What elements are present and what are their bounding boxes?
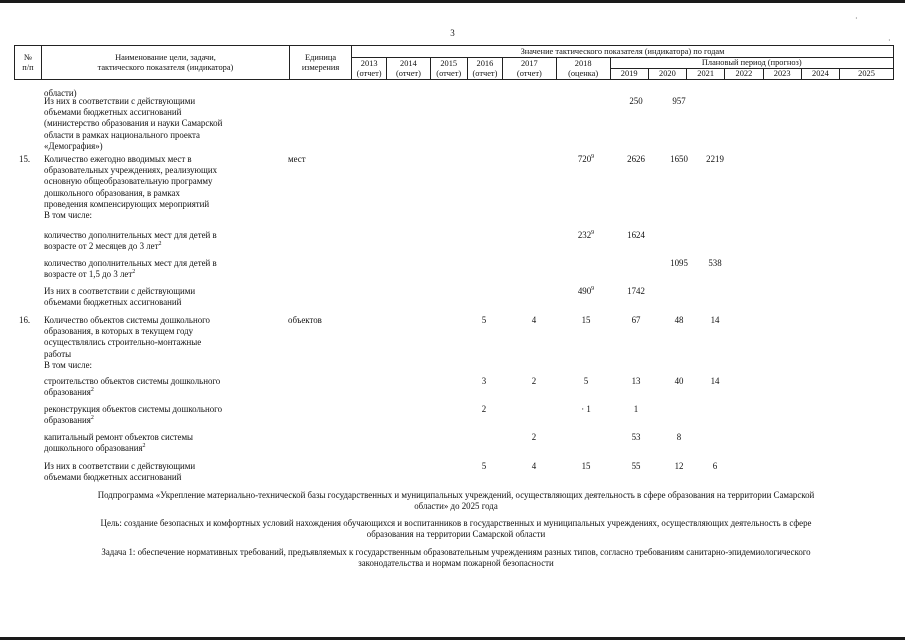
value-text: · 1 xyxy=(581,404,591,414)
indicator-name-line xyxy=(44,241,274,252)
value-text: 5 xyxy=(481,315,487,325)
value-2018 xyxy=(570,230,602,241)
indicator-name-text: образования xyxy=(44,415,91,426)
indicator-name-line xyxy=(44,337,274,348)
header-unit-cell xyxy=(290,46,352,80)
indicator-name xyxy=(44,432,274,454)
indicator-name-text: образования, в которых в текущем году xyxy=(44,326,194,337)
value-text: 14 xyxy=(710,315,720,325)
value-text: 67 xyxy=(631,315,641,325)
indicator-name-text: образовательных учреждениях, реализующих xyxy=(44,165,218,176)
year-2021: 2021 xyxy=(687,69,725,80)
value-2016 xyxy=(468,461,500,472)
value-2019 xyxy=(620,315,652,326)
indicator-name-line xyxy=(44,432,274,443)
value-2019 xyxy=(620,376,652,387)
value-text: 14 xyxy=(710,376,720,386)
indicator-name-text: «Демография») xyxy=(44,140,103,151)
scan-speck: · xyxy=(855,14,858,23)
indicator-name-text: Из них в соответствии с действующими xyxy=(44,286,196,296)
value-2018 xyxy=(570,404,602,415)
indicator-name-text: количество дополнительных мест для детей в xyxy=(44,258,217,268)
indicator-name-line xyxy=(44,443,274,454)
header-planned-title: Плановый период (прогноз) xyxy=(610,58,893,69)
indicator-table-header xyxy=(14,45,894,80)
value-text: 2 xyxy=(531,376,537,386)
value-2020 xyxy=(663,96,695,107)
value-2021 xyxy=(699,461,731,472)
indicator-name-text: осуществлялись строительно-монтажные xyxy=(44,337,202,348)
value-text: 12 xyxy=(674,461,684,471)
indicator-name-line xyxy=(44,258,274,269)
indicator-name-line xyxy=(44,154,274,165)
year-note: (отчет) xyxy=(436,68,462,78)
row-number: 15. xyxy=(19,154,31,164)
value-text: 48 xyxy=(674,315,684,325)
year-2013 xyxy=(352,58,387,80)
year-note: (отчет) xyxy=(395,68,421,78)
indicator-name-text: В том числе: xyxy=(44,359,92,370)
value-2016 xyxy=(468,376,500,387)
value-text: 1624 xyxy=(627,230,645,240)
indicator-name xyxy=(44,154,274,221)
unit-of-measure: мест xyxy=(288,154,306,164)
value-2021 xyxy=(699,376,731,387)
indicator-name-line xyxy=(44,199,274,210)
value-2021 xyxy=(699,315,731,326)
header-number-cell xyxy=(15,46,42,80)
indicator-name-line xyxy=(44,360,274,371)
value-text: 55 xyxy=(631,461,641,471)
value-text: 3 xyxy=(481,376,487,386)
year-2018 xyxy=(556,58,610,80)
value-text: 2 xyxy=(481,404,487,414)
indicator-name-text: строительство объектов системы дошкольного xyxy=(44,376,221,386)
value-2021 xyxy=(699,258,731,269)
task-line2: законодательства и нормам пожарной безопасности xyxy=(358,558,554,569)
indicator-name-text: работы xyxy=(44,348,72,359)
indicator-name-text: возрасте от 1,5 до 3 лет xyxy=(44,269,133,280)
indicator-name-text: реконструкция объектов системы дошкольного xyxy=(44,404,223,414)
indicator-name-line xyxy=(44,404,274,415)
year-label: 2015 xyxy=(440,58,458,68)
indicator-name-line xyxy=(44,269,274,280)
year-note: (отчет) xyxy=(472,68,498,78)
header-name-line2: тактического показателя (индикатора) xyxy=(97,62,234,72)
page-number: 3 xyxy=(450,28,455,38)
header-name-cell xyxy=(41,46,289,80)
value-text: 4 xyxy=(531,315,537,325)
header-number-sub: п/п xyxy=(22,62,34,72)
unit-of-measure: объектов xyxy=(288,315,322,325)
footnote-mark: 2 xyxy=(90,387,94,394)
indicator-name-line xyxy=(44,130,274,141)
row-number: 16. xyxy=(19,315,31,325)
indicator-name-line xyxy=(44,286,274,297)
value-text: 957 xyxy=(672,96,686,106)
year-2022: 2022 xyxy=(725,69,763,80)
value-text: 6 xyxy=(712,461,718,471)
value-2017 xyxy=(518,432,550,443)
header-number-label: № xyxy=(23,52,32,62)
year-2025: 2025 xyxy=(840,69,894,80)
value-text: 15 xyxy=(581,461,591,471)
indicator-name-text: дошкольного образования, в рамках xyxy=(44,187,180,198)
value-2019 xyxy=(620,230,652,241)
year-label: 2018 xyxy=(574,58,592,68)
indicator-name xyxy=(44,461,274,483)
value-2020 xyxy=(663,258,695,269)
value-text: 5 xyxy=(481,461,487,471)
indicator-name-text: Количество ежегодно вводимых мест в xyxy=(44,154,192,164)
value-text: 250 xyxy=(629,96,643,106)
indicator-name-text: Количество объектов системы дошкольного xyxy=(44,315,210,325)
year-2014 xyxy=(387,58,430,80)
year-note: (отчет) xyxy=(516,68,542,78)
year-2019: 2019 xyxy=(610,69,648,80)
year-label: 2013 xyxy=(360,58,378,68)
value-text: 2 xyxy=(531,432,537,442)
value-2020 xyxy=(663,315,695,326)
year-2015 xyxy=(430,58,467,80)
value-text: 490 xyxy=(577,286,592,296)
value-2019 xyxy=(620,96,652,107)
indicator-name-line xyxy=(44,230,274,241)
value-2019 xyxy=(620,461,652,472)
indicator-name-text: объемами бюджетных ассигнований xyxy=(44,472,182,483)
indicator-name-text: количество дополнительных мест для детей в xyxy=(44,230,217,240)
indicator-name-text: образования xyxy=(44,387,91,398)
indicator-name-line xyxy=(44,297,274,308)
value-text: 2626 xyxy=(627,154,645,164)
indicator-name xyxy=(44,404,274,426)
scan-top-edge xyxy=(0,0,905,3)
value-text: 15 xyxy=(581,315,591,325)
value-2019 xyxy=(620,286,652,297)
year-2016 xyxy=(467,58,502,80)
indicator-name-line xyxy=(44,107,274,118)
indicator-name-text: В том числе: xyxy=(44,210,92,221)
indicator-name-text: области в рамках национального проекта xyxy=(44,129,200,140)
indicator-name-line xyxy=(44,315,274,326)
year-2020: 2020 xyxy=(648,69,686,80)
header-unit-line2: измерения xyxy=(301,62,340,72)
value-text: 1650 xyxy=(670,154,688,164)
value-2018 xyxy=(570,154,602,165)
indicator-name-text: возрасте от 2 месяцев до 3 лет xyxy=(44,241,159,252)
subprogram-line1: Подпрограмма «Укрепление материально-технической базы государственных и муниципальных учреждений, осуществляющих деятельность в сфере образования на территории Самарской xyxy=(97,490,815,500)
indicator-name xyxy=(44,286,274,308)
value-2016 xyxy=(468,404,500,415)
task-text xyxy=(18,547,894,569)
year-note: (отчет) xyxy=(356,68,382,78)
value-text: 2219 xyxy=(706,154,724,164)
goal-line1: Цель: создание безопасных и комфортных условий нахождения обучающихся и воспитанников в государственных и муниципальных учреждениях, осуществляющих деятельность в сфере xyxy=(100,518,812,528)
value-text: 232 xyxy=(577,230,592,240)
indicator-name-line xyxy=(44,188,274,199)
indicator-name xyxy=(44,315,274,371)
value-2018 xyxy=(570,376,602,387)
header-values-title: Значение тактического показателя (индикатора) по годам xyxy=(352,46,894,58)
footnote-mark: 2 xyxy=(142,443,146,450)
value-2017 xyxy=(518,461,550,472)
indicator-name xyxy=(44,376,274,398)
indicator-name-text: основную общеобразовательную программу xyxy=(44,176,213,187)
footnote-mark: 2 xyxy=(132,269,136,276)
indicator-name-text: (министерство образования и науки Самарской xyxy=(44,118,223,129)
year-2023: 2023 xyxy=(763,69,801,80)
value-text: 1742 xyxy=(627,286,645,296)
year-label: 2016 xyxy=(476,58,494,68)
indicator-name-text: дошкольного образования xyxy=(44,443,143,454)
value-2016 xyxy=(468,315,500,326)
footnote-mark: 2 xyxy=(90,415,94,422)
value-text: 538 xyxy=(708,258,722,268)
indicator-name-text: проведения компенсирующих мероприятий xyxy=(44,198,210,209)
subprogram-title xyxy=(18,490,894,512)
goal-line2: образования на территории Самарской области xyxy=(366,529,546,540)
task-line1: Задача 1: обеспечение нормативных требований, предъявляемых к государственным образовательным учреждениям разных типов, согласно требованиям санитарно-эпидемиологического xyxy=(101,547,811,557)
value-text: 13 xyxy=(631,376,641,386)
value-2020 xyxy=(663,432,695,443)
indicator-name-line xyxy=(44,349,274,360)
value-2017 xyxy=(518,376,550,387)
year-2017 xyxy=(502,58,556,80)
indicator-name-text: капитальный ремонт объектов системы xyxy=(44,432,194,442)
indicator-name xyxy=(44,230,274,252)
value-2021 xyxy=(699,154,731,165)
indicator-name-line xyxy=(44,326,274,337)
indicator-name-line xyxy=(44,96,274,107)
indicator-name-line xyxy=(44,210,274,221)
value-text: 720 xyxy=(577,154,592,164)
indicator-name-line xyxy=(44,415,274,426)
value-2020 xyxy=(663,376,695,387)
indicator-name xyxy=(44,96,274,152)
year-note: (оценка) xyxy=(568,68,599,78)
year-label: 2017 xyxy=(520,58,538,68)
value-text: 1 xyxy=(633,404,639,414)
value-text: 8 xyxy=(676,432,682,442)
header-name-line1: Наименование цели, задачи, xyxy=(115,52,216,62)
value-2019 xyxy=(620,404,652,415)
indicator-name-text: объемами бюджетных ассигнований xyxy=(44,107,182,118)
footnote-mark: 9 xyxy=(591,154,595,161)
header-unit-line1: Единица xyxy=(305,52,337,62)
value-2019 xyxy=(620,154,652,165)
value-2020 xyxy=(663,154,695,165)
indicator-name-line xyxy=(44,141,274,152)
footnote-mark: 9 xyxy=(591,230,595,237)
indicator-name-text: Из них в соответствии с действующими xyxy=(44,96,196,106)
indicator-name-text: объемами бюджетных ассигнований xyxy=(44,297,182,308)
indicator-name-line xyxy=(44,165,274,176)
value-text: 40 xyxy=(674,376,684,386)
indicator-name-line xyxy=(44,472,274,483)
value-text: 1095 xyxy=(670,258,688,268)
value-text: 4 xyxy=(531,461,537,471)
goal-text xyxy=(18,518,894,540)
footnote-mark: 9 xyxy=(591,286,595,293)
value-2018 xyxy=(570,315,602,326)
indicator-name-line xyxy=(44,376,274,387)
year-2024: 2024 xyxy=(801,69,839,80)
indicator-name-line xyxy=(44,118,274,129)
indicator-name-line xyxy=(44,176,274,187)
indicator-name-text: области) xyxy=(44,88,77,98)
subprogram-line2: области» до 2025 года xyxy=(414,501,498,512)
value-2019 xyxy=(620,432,652,443)
indicator-name-text: Из них в соответствии с действующими xyxy=(44,461,196,471)
scan-speck: · xyxy=(888,36,891,45)
indicator-name-line xyxy=(44,461,274,472)
value-2017 xyxy=(518,315,550,326)
value-text: 5 xyxy=(583,376,589,386)
value-2020 xyxy=(663,461,695,472)
footnote-mark: 2 xyxy=(158,241,162,248)
indicator-name xyxy=(44,258,274,280)
year-label: 2014 xyxy=(400,58,417,68)
value-2018 xyxy=(570,286,602,297)
value-text: 53 xyxy=(631,432,641,442)
value-2018 xyxy=(570,461,602,472)
indicator-name-line xyxy=(44,387,274,398)
